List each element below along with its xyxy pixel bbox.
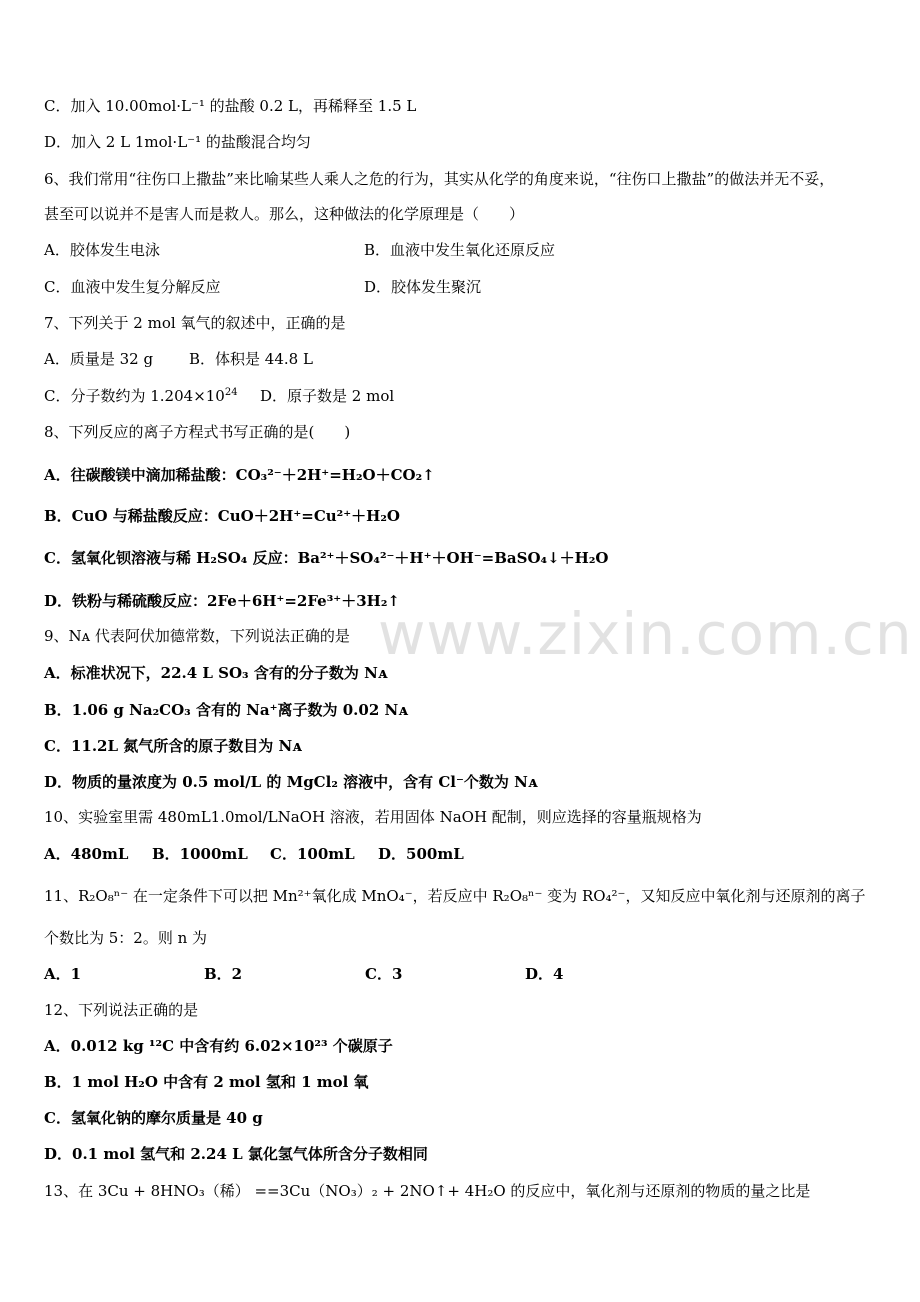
q9-option-d: D．物质的量浓度为 0.5 mol/L 的 MgCl₂ 溶液中，含有 Cl⁻个数为 Nᴀ [44, 773, 538, 791]
q6-options-ab [44, 239, 884, 261]
q11-options [44, 963, 884, 985]
q6-stem-line2: 甚至可以说并不是害人而是救人。那么，这种做法的化学原理是（ ） [44, 205, 525, 223]
q8-option-c: C．氢氧化钡溶液与稀 H₂SO₄ 反应：Ba²⁺＋SO₄²⁻＋H⁺＋OH⁻=BaSO₄↓＋H₂O [44, 549, 609, 567]
q5-option-d: D．加入 2 L 1mol·L⁻¹ 的盐酸混合均匀 [44, 133, 311, 151]
q8-option-d: D．铁粉与稀硫酸反应：2Fe＋6H⁺=2Fe³⁺＋3H₂↑ [44, 592, 400, 610]
q9-option-a: A．标准状况下，22.4 L SO₃ 含有的分子数为 Nᴀ [44, 664, 388, 682]
watermark: www.zixin.com.cn [378, 600, 913, 668]
q8-option-a: A．往碳酸镁中滴加稀盐酸：CO₃²⁻＋2H⁺=H₂O＋CO₂↑ [44, 466, 435, 484]
q7-options-ab [44, 348, 884, 370]
q11-option-c: C．3 [365, 965, 403, 983]
q6-option-d: D．胶体发生聚沉 [364, 278, 482, 296]
q10-option-a: A．480mL [44, 845, 129, 863]
q7-options-cd [44, 385, 884, 407]
q9-option-b: B．1.06 g Na₂CO₃ 含有的 Na⁺离子数为 0.02 Nᴀ [44, 701, 408, 719]
q10-stem: 10、实验室里需 480mL1.0mol/LNaOH 溶液，若用固体 NaOH 配制，则应选择的容量瓶规格为 [44, 808, 702, 826]
q6-options-cd [44, 276, 884, 298]
q7-option-a: A．质量是 32 g [44, 350, 154, 368]
q12-option-b: B．1 mol H₂O 中含有 2 mol 氢和 1 mol 氧 [44, 1073, 369, 1091]
q7-option-c: C．分子数约为 $1.204\times 10^{24}$ [44, 387, 238, 405]
q13-stem: 13、在 3Cu + 8HNO₃（稀） ==3Cu（NO₃）₂ + 2NO↑+ 4H₂O 的反应中，氧化剂与还原剂的物质的量之比是 [44, 1182, 811, 1200]
q8-stem: 8、下列反应的离子方程式书写正确的是( ) [44, 423, 351, 441]
q10-option-c: C．100mL [270, 845, 355, 863]
q12-option-d: D．0.1 mol 氢气和 2.24 L 氯化氢气体所含分子数相同 [44, 1145, 428, 1163]
q7-option-b: B．体积是 44.8 L [189, 350, 313, 368]
q6-option-c: C．血液中发生复分解反应 [44, 278, 221, 296]
q11-option-b: B．2 [204, 965, 243, 983]
q8-option-b: B．CuO 与稀盐酸反应：CuO＋2H⁺=Cu²⁺＋H₂O [44, 507, 400, 525]
q11-option-a: A．1 [44, 965, 82, 983]
q9-option-c: C．11.2L 氮气所含的原子数目为 Nᴀ [44, 737, 302, 755]
q11-stem-line2: 个数比为 5：2。则 n 为 [44, 929, 208, 947]
q7-stem: 7、下列关于 2 mol 氧气的叙述中，正确的是 [44, 314, 346, 332]
q6-option-b: B．血液中发生氧化还原反应 [364, 241, 556, 259]
q12-option-a: A．0.012 kg ¹²C 中含有约 6.02×10²³ 个碳原子 [44, 1037, 393, 1055]
q12-option-c: C．氢氧化钠的摩尔质量是 40 g [44, 1109, 263, 1127]
q11-option-d: D．4 [525, 965, 564, 983]
q6-stem-line1: 6、我们常用“往伤口上撒盐”来比喻某些人乘人之危的行为，其实从化学的角度来说，“往伤口上撒盐”的做法并无不妥， [44, 170, 835, 188]
q12-stem: 12、下列说法正确的是 [44, 1001, 199, 1019]
q10-option-d: D．500mL [378, 845, 464, 863]
q5-option-c: C．加入 10.00mol·L⁻¹ 的盐酸 0.2 L，再稀释至 1.5 L [44, 97, 417, 115]
q10-options [44, 843, 884, 865]
q7-option-d: D．原子数是 2 mol [260, 387, 395, 405]
q6-option-a: A．胶体发生电泳 [44, 241, 160, 259]
q11-stem-line1: 11、R₂O₈ⁿ⁻ 在一定条件下可以把 Mn²⁺氧化成 MnO₄⁻，若反应中 R₂O₈ⁿ⁻ 变为 RO₄²⁻，又知反应中氧化剂与还原剂的离子 [44, 887, 866, 905]
q10-option-b: B．1000mL [152, 845, 248, 863]
q9-stem: 9、Nᴀ 代表阿伏加德常数，下列说法正确的是 [44, 627, 350, 645]
